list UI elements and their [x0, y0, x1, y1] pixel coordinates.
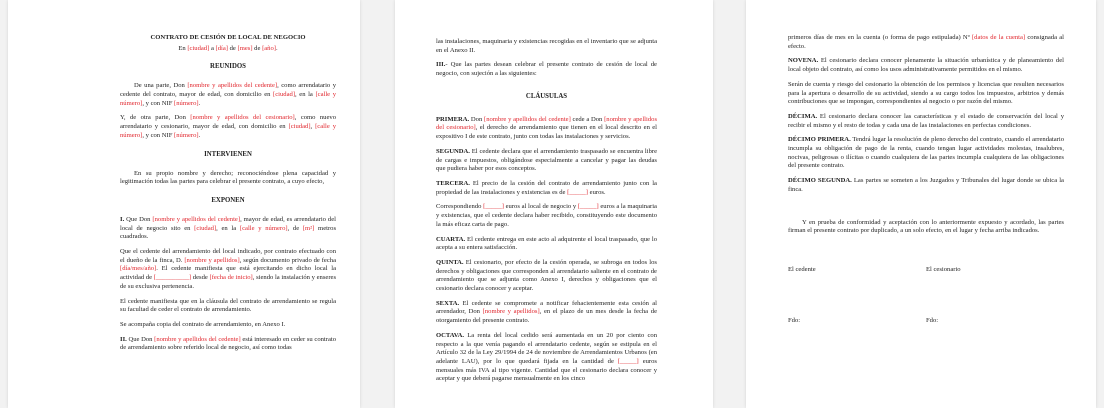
clause-octava: OCTAVA. La renta del local cedido será aumentada en un 20 por ciento con respecto a la que venía pagando el arrendatario cedente, según se estipula en el Artículo 32 de la Ley 29/1994 de 24 de noviembre de Arrendamientos Urbanos (en adelante LAU), por lo que quedará fijada en la cantidad de [_____] euros mensuales más IVA al tipo vigente. Cantidad que el cesionario declara conocer y aceptar y que deberá pagarse mensualmente en los cinco — [436, 331, 657, 383]
fdo-cedente: Fdo: — [788, 316, 801, 324]
signature-labels — [788, 266, 1064, 273]
exponen-heading: EXPONEN — [211, 196, 245, 204]
clause-novena: NOVENA. El cesionario declara conocer plenamente la situación urbanística y de planeamiento del local objeto del contrato, así como los usos administrativamente permitidos en el mismo. — [788, 57, 1064, 74]
contract-title: CONTRATO DE CESIÓN DE LOCAL DE NEGOCIO — [150, 34, 306, 41]
exponen-paragraph-4: Se acompaña copia del contrato de arrendamiento, en Anexo I. — [120, 320, 286, 328]
reunidos-paragraph-2: Y, de otra parte, Don [nombre y apellidos del cesionario], como nuevo arrendatario y cesionario, mayor de edad, con domicilio en [ciudad], [calle y número], y con NIF [número]. — [120, 114, 336, 139]
clause-segunda: SEGUNDA. El cedente declara que el arrendamiento traspasado se encuentra libre de cargas e impuestos, obligándose especialmente a cancelar y pagar las deudas que pudiera haber por esos conceptos. — [436, 147, 657, 173]
exponen-paragraph-1: I. Que Don [nombre y apellidos del cedente], mayor de edad, es arrendatario del local de negocio sito en [ciudad], en la [calle y número], de [m²] metros cuadrados. — [120, 215, 337, 241]
clause-tercera-detail: Correspondiendo [_____] euros al local de negocio y [_____] euros a la maquinaria y existencias, que el cedente declara haber recibido, constituyendo este documento la más eficaz carta de pago. — [436, 203, 657, 228]
reunidos-paragraph-1: De una parte, Don [nombre y apellidos del cedente], como arrendatario y cedente del contrato, mayor de edad, con domicilio en [ciudad], en la [calle y número], y con NIF [número]. — [120, 82, 337, 107]
closing-paragraph: Y en prueba de conformidad y aceptación con lo anteriormente expuesto y acordado, las partes firman el presente contrato por duplicado, a un solo efecto, en el lugar y fecha arriba indicados. — [788, 218, 1064, 235]
page-3-content — [746, 34, 1096, 324]
intervienen-paragraph: En su propio nombre y derecho; reconociéndose plena capacidad y legitimación todas las partes para celebrar el presente contrato, a cuyo efecto, — [120, 169, 336, 186]
clause-quinta: QUINTA. El cesionario, por efecto de la cesión operada, se subroga en todos los derechos y obligaciones que corresponden al arrendatario saliente en el contrato de arrendamiento que se adjunta como Anexo I, derechos y obligaciones que el cesionario declara conocer y aceptar. — [436, 258, 657, 293]
signature-label-cedente: El cedente — [788, 265, 816, 273]
page-1-content — [8, 34, 360, 359]
date-line: En [ciudad] a [día] de [mes] de [año]. — [178, 44, 278, 52]
clause-primera: PRIMERA. Don [nombre y apellidos del cedente] cede a Don [nombre y apellidos del cesionario], el derecho de arrendamiento que tienen en el local descrito en el expositivo I de este contrato, junto con todas las instalaciones y servicios. — [436, 115, 658, 141]
exponen-paragraph-3: El cedente manifiesta que en la cláusula del contrato de arrendamiento se regula su facultad de ceder el contrato de arrendamiento. — [120, 297, 336, 314]
octava-continuation: primeros días de mes en la cuenta (o forma de pago estipulada) Nº [datos de la cuenta] consignada al efecto. — [788, 34, 1065, 50]
clause-cuarta: CUARTA. El cedente entrega en este acto al adquirente el local traspasado, que lo acepta a su entera satisfacción. — [436, 235, 657, 252]
document-page-1 — [8, 0, 360, 408]
clause-novena-detail: Serán de cuenta y riesgo del cesionario la obtención de los permisos y licencias que resulten necesarios para la apertura o desarrollo de su actividad, siendo a su cargo todos los impuestos, arbitrios y demás contribuciones que se impongan, correspondientes al negocio o por razón del mismo. — [788, 80, 1064, 106]
page-2-content — [395, 38, 713, 390]
document-page-3 — [746, 0, 1096, 408]
signature-label-cesionario: El cesionario — [926, 265, 961, 273]
signature-fdo-row — [788, 317, 1064, 324]
intervienen-heading: INTERVIENEN — [204, 150, 252, 158]
fdo-cesionario: Fdo: — [926, 316, 939, 324]
exponen-paragraph-2: Que el cedente del arrendamiento del local indicado, por contrato efectuado con el dueño de la finca, D. [nombre y apellidos], según documento privado de fecha [día/mes/año]. El cedente manifiesta que está ejercitando en dicho local la actividad de [__________] desde [fecha de inicio], siendo la instalación y enseres de su exclusiva pertenencia. — [120, 248, 337, 290]
clausulas-heading: CLÁUSULAS — [525, 92, 568, 100]
clause-decimo-segunda: DÉCIMO SEGUNDA. Las partes se someten a los Juzgados y Tribunales del lugar donde se ubica la finca. — [788, 177, 1064, 193]
clause-decimo-primera: DÉCIMO PRIMERA. Tendrá lugar la resolución de pleno derecho del contrato, cuando el arrendatario incumpla su obligación de pago de la renta, cuando tengan lugar actividades molestas, insalubres, nocivas, peligrosas o ilícitas o cuando cualquiera de las partes incumpla cualquiera de las obligaciones del presente contrato. — [788, 136, 1064, 170]
exponen-continuation: las instalaciones, maquinaria y existencias recogidas en el inventario que se adjunta en el Anexo II. — [436, 38, 657, 54]
exponen-paragraph-5: II. Que Don [nombre y apellidos del cedente] está interesado en ceder su contrato de arrendamiento sobre referido local de negocio, así como todas — [120, 335, 336, 352]
reunidos-heading: REUNIDOS — [210, 63, 246, 71]
clause-tercera: TERCERA. El precio de la cesión del contrato de arrendamiento junto con la propiedad de las instalaciones y existencias es de [_____] euros. — [436, 180, 657, 196]
clause-sexta: SEXTA. El cedente se compromete a notificar fehacientemente esta cesión al arrendador, Don [nombre y apellidos], en el plazo de un mes desde la fecha de otorgamiento del presente contrato. — [436, 299, 657, 325]
document-page-2 — [395, 0, 713, 408]
exponen-paragraph-3: III.- Que las partes desean celebrar el presente contrato de cesión de local de negocio, con sujeción a las siguientes: — [436, 61, 657, 78]
clause-decima: DÉCIMA. El cesionario declara conocer las características y el estado de conservación del local y recibir el mismo y el resto de todas y cada una de las instalaciones en perfectas condiciones. — [788, 112, 1064, 129]
